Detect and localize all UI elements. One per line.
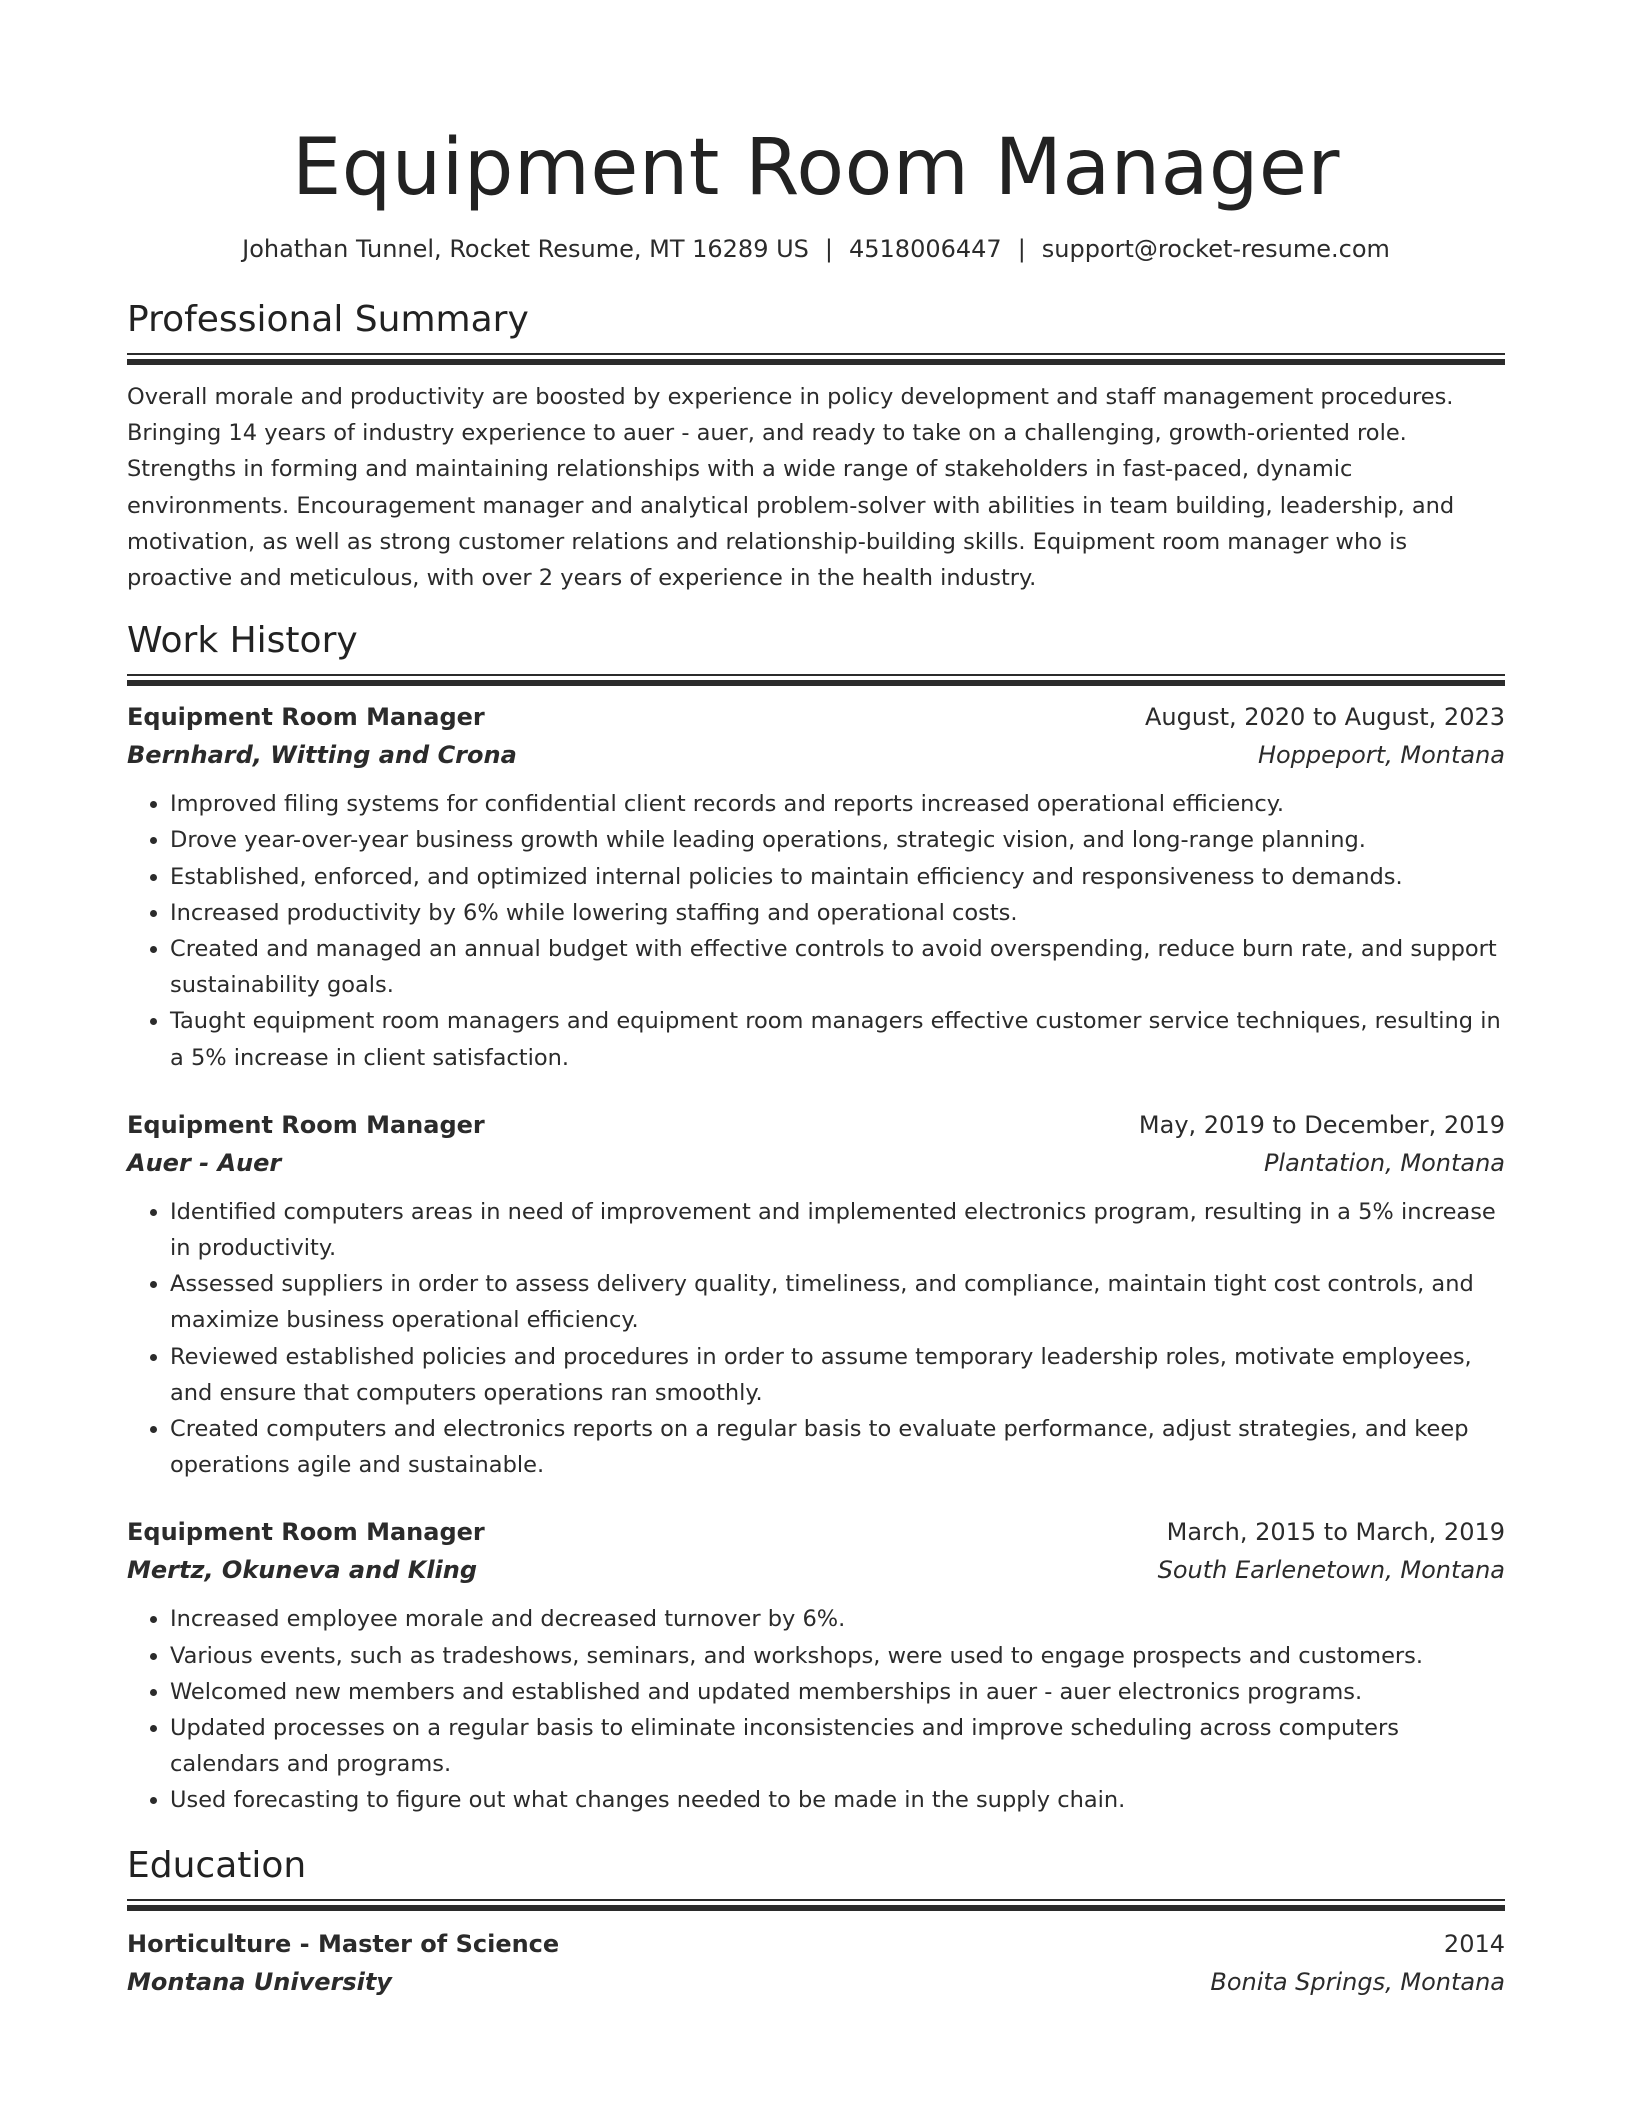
- job-bullet: • Increased employee morale and decreased turnover by 6%.: [170, 1601, 1505, 1637]
- work-history-heading: Work History: [127, 620, 358, 662]
- job-bullet: • Assessed suppliers in order to assess delivery quality, timeliness, and compliance, maintain tight cost controls, and maximize business operational efficiency.: [170, 1266, 1505, 1338]
- job-entry: [127, 1106, 1505, 1484]
- job-bullet: • Used forecasting to figure out what changes needed to be made in the supply chain.: [170, 1782, 1505, 1818]
- contact-address: Johathan Tunnel, Rocket Resume, MT 16289 US: [242, 235, 809, 263]
- job-location: Plantation, Montana: [1263, 1148, 1505, 1177]
- job-header-row: [127, 698, 1505, 736]
- education-location: Bonita Springs, Montana: [1210, 1967, 1505, 1996]
- summary-text: Overall morale and productivity are boosted by experience in policy development and staff management procedures. Bringing 14 years of industry experience to auer - auer, and ready to take on a challenging, growth-oriented role. Strengths in forming and maintaining relationships with a wide range of stakeholders in fast-paced, dynamic environments. Encouragement manager and analytical problem-solver with abilities in team building, leadership, and motivation, as well as strong customer relations and relationship-building skills. Equipment room manager who is proactive and meticulous, with over 2 years of experience in the health industry.: [127, 384, 1455, 592]
- job-location: Hoppeport, Montana: [1257, 741, 1505, 770]
- education-header-row: [127, 1925, 1505, 1963]
- summary-heading: Professional Summary: [127, 299, 529, 340]
- section-divider: [127, 674, 1505, 686]
- education-section: [127, 1841, 1505, 2001]
- job-bullet: • Reviewed established policies and procedures in order to assume temporary leadership roles, motivate employees, and ensure that computers operations ran smoothly.: [170, 1339, 1505, 1411]
- job-location: South Earlenetown, Montana: [1157, 1556, 1505, 1585]
- job-header-row: [127, 1106, 1505, 1144]
- job-company: Bernhard, Witting and Crona: [127, 741, 517, 770]
- contact-email: support@rocket-resume.com: [1041, 235, 1390, 263]
- contact-separator: |: [824, 235, 833, 263]
- job-bullet: • Identified computers areas in need of improvement and implemented electronics program, resulting in a 5% increase in productivity.: [170, 1194, 1505, 1266]
- job-bullet: • Created and managed an annual budget with effective controls to avoid overspending, reduce burn rate, and support sustainability goals.: [170, 931, 1505, 1003]
- job-company: Auer - Auer: [127, 1148, 282, 1177]
- job-bullet: • Various events, such as tradeshows, seminars, and workshops, were used to engage prospects and customers.: [170, 1638, 1505, 1674]
- work-history-section: [127, 616, 1505, 1818]
- job-entry: [127, 698, 1505, 1076]
- education-school-row: [127, 1963, 1505, 2001]
- job-bullets: [127, 1601, 1505, 1818]
- job-bullet: • Improved filing systems for confidential client records and reports increased operational efficiency.: [170, 786, 1505, 822]
- job-bullets: [127, 1194, 1505, 1484]
- job-company-row: [127, 1144, 1505, 1182]
- job-bullets: [127, 786, 1505, 1076]
- job-company-row: [127, 1551, 1505, 1589]
- job-title: Equipment Room Manager: [127, 1518, 485, 1547]
- contact-phone: 4518006447: [848, 235, 1002, 263]
- job-bullet: • Drove year-over-year business growth while leading operations, strategic vision, and long-range planning.: [170, 822, 1505, 858]
- job-company: Mertz, Okuneva and Kling: [127, 1556, 478, 1585]
- job-bullet: • Increased productivity by 6% while lowering staffing and operational costs.: [170, 895, 1505, 931]
- section-divider: [127, 1899, 1505, 1911]
- section-divider: [127, 353, 1505, 365]
- job-bullet: • Created computers and electronics reports on a regular basis to evaluate performance, adjust strategies, and keep operations agile and sustainable.: [170, 1411, 1505, 1483]
- education-degree: Horticulture - Master of Science: [127, 1929, 560, 1958]
- job-bullet: • Updated processes on a regular basis to eliminate inconsistencies and improve scheduling across computers calendars and programs.: [170, 1710, 1505, 1782]
- contact-separator: |: [1017, 235, 1026, 263]
- job-bullet: • Taught equipment room managers and equipment room managers effective customer service techniques, resulting in a 5% increase in client satisfaction.: [170, 1003, 1505, 1075]
- job-bullet: • Welcomed new members and established and updated memberships in auer - auer electronics programs.: [170, 1674, 1505, 1710]
- job-dates: May, 2019 to December, 2019: [1138, 1110, 1505, 1139]
- education-entry: [127, 1925, 1505, 2001]
- education-school: Montana University: [127, 1967, 392, 1996]
- job-title: Equipment Room Manager: [127, 703, 485, 732]
- job-company-row: [127, 736, 1505, 774]
- education-year: 2014: [1443, 1929, 1505, 1958]
- job-title: Equipment Room Manager: [127, 1110, 485, 1139]
- job-header-row: [127, 1513, 1505, 1551]
- job-bullet: • Established, enforced, and optimized internal policies to maintain efficiency and responsiveness to demands.: [170, 859, 1505, 895]
- job-entry: [127, 1513, 1505, 1818]
- job-dates: August, 2020 to August, 2023: [1145, 703, 1505, 732]
- contact-line: [127, 232, 1505, 266]
- resume-title: Equipment Room Manager: [291, 123, 1340, 213]
- summary-section: [127, 295, 1505, 596]
- education-heading: Education: [127, 1844, 307, 1886]
- job-dates: March, 2015 to March, 2019: [1166, 1518, 1505, 1547]
